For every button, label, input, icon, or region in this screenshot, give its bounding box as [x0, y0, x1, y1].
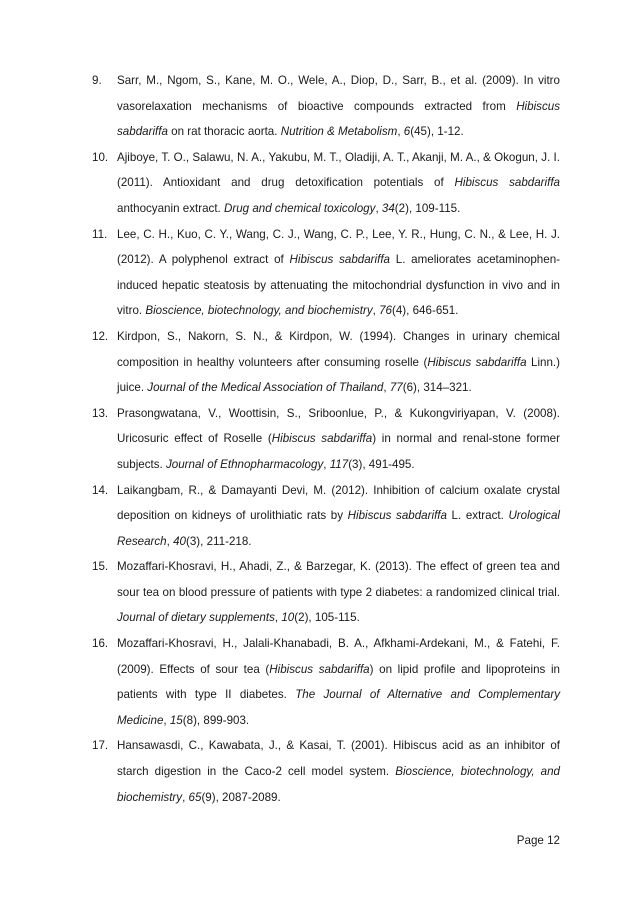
reference-segment: (3), 211-218.: [185, 534, 252, 548]
reference-number: 12.: [92, 329, 109, 343]
reference-italic-segment: Journal of dietary supplements: [117, 611, 275, 625]
reference-text: [117, 145, 560, 222]
reference-segment: (8), 899-903.: [182, 713, 250, 727]
reference-segment: on rat thoracic aorta.: [167, 125, 281, 139]
reference-item: [92, 631, 560, 733]
reference-italic-segment: Hibiscus sabdariffa: [454, 176, 560, 190]
reference-segment: Mozaffari-Khosravi, H., Jalali-Khanabadi, B. A., Afkhami-Ardekani, M., & Fatehi, F. (2009). Effects of sour tea (: [117, 637, 560, 676]
reference-italic-segment: Bioscience, biotechnology, and biochemistry: [145, 304, 373, 318]
reference-segment: Prasongwatana, V., Woottisin, S., Sriboonlue, P., & Kukongviriyapan, V. (2008). Uricosuric effect of Roselle (: [117, 406, 560, 446]
page-number: Page 12: [516, 834, 560, 847]
reference-segment: Sarr, M., Ngom, S., Kane, M. O., Wele, A., Diop, D., Sarr, B., et al. (2009). In vitro vasorelaxation mechanisms of bioactive compounds extracted from: [117, 74, 560, 113]
reference-number: 11.: [92, 227, 108, 241]
reference-text: [117, 478, 560, 555]
reference-item: [92, 733, 560, 810]
reference-italic-segment: 40: [173, 534, 186, 548]
reference-segment: anthocyanin extract.: [117, 201, 224, 215]
reference-number: 10.: [92, 150, 109, 164]
reference-italic-segment: 65: [188, 790, 202, 804]
reference-segment: ) in normal and renal-stone former subjects.: [117, 432, 560, 471]
reference-segment: (4), 646-651.: [392, 304, 459, 318]
reference-italic-segment: 10: [281, 611, 295, 625]
reference-segment: ) on lipid profile and lipoproteins in patients with type II diabetes.: [117, 662, 560, 702]
reference-italic-segment: Drug and chemical toxicology: [223, 201, 376, 215]
reference-item: [92, 401, 560, 478]
reference-segment: (6), 314–321.: [402, 381, 472, 395]
reference-italic-segment: Hibiscus sabdariffa: [271, 432, 373, 446]
reference-number: 9.: [92, 74, 102, 87]
reference-segment: Ajiboye, T. O., Salawu, N. A., Yakubu, M. T., Oladiji, A. T., Akanji, M. A., & Okogun, J. I. (2011). Antioxidant and drug detoxification potentials of: [117, 150, 560, 190]
reference-item: [92, 324, 560, 401]
reference-segment: ,: [274, 611, 282, 625]
reference-segment: Laikangbam, R., & Damayanti Devi, M. (2012). Inhibition of calcium oxalate crystal deposition on kidneys of urolithiatic rats by: [117, 483, 560, 523]
reference-text: [117, 401, 560, 478]
reference-segment: Mozaffari-Khosravi, H., Ahadi, Z., & Barzegar, K. (2013). The effect of green tea and sour tea on blood pressure of patients with type 2 diabetes: a randomized clinical trial.: [117, 560, 560, 599]
reference-segment: Lee, C. H., Kuo, C. Y., Wang, C. J., Wang, C. P., Lee, Y. R., Hung, C. N., & Lee, H. J. (2012). A polyphenol extract of: [117, 227, 560, 267]
reference-segment: ,: [182, 790, 189, 804]
reference-segment: ,: [163, 713, 170, 727]
reference-italic-segment: 15: [169, 713, 183, 727]
reference-number: 17.: [92, 739, 109, 753]
reference-segment: L. ameliorates acetaminophen-induced hepatic steatosis by attenuating the mitochondrial dysfunction in vivo and in vitro.: [117, 253, 561, 318]
reference-italic-segment: Hibiscus sabdariffa: [289, 253, 390, 267]
reference-italic-segment: 76: [379, 304, 392, 318]
reference-text: [117, 324, 560, 401]
reference-italic-segment: Hibiscus sabdariffa: [117, 99, 560, 139]
reference-item: [92, 478, 560, 555]
reference-italic-segment: 34: [381, 201, 395, 215]
reference-italic-segment: 77: [389, 381, 403, 395]
reference-item: [92, 145, 560, 222]
reference-segment: Kirdpon, S., Nakorn, S. N., & Kirdpon, W. (1994). Changes in urinary chemical composition in healthy volunteers after consuming roselle (: [117, 329, 560, 369]
reference-segment: (2), 105-115.: [294, 611, 360, 625]
reference-segment: ,: [323, 457, 330, 471]
reference-segment: ,: [166, 534, 174, 548]
reference-item: [92, 222, 560, 324]
reference-segment: (45), 1-12.: [410, 125, 464, 139]
reference-italic-segment: Urological Research: [117, 509, 560, 548]
reference-number: 13.: [92, 406, 109, 420]
reference-text: [117, 68, 560, 145]
reference-text: [117, 222, 560, 324]
reference-segment: (9), 2087-2089.: [201, 790, 281, 804]
reference-text: [117, 631, 560, 733]
reference-number: 16.: [92, 637, 109, 651]
reference-segment: ,: [383, 381, 390, 395]
reference-italic-segment: Journal of Ethnopharmacology: [165, 457, 324, 471]
reference-segment: ,: [397, 125, 404, 139]
reference-italic-segment: Nutrition & Metabolism: [280, 125, 398, 139]
reference-italic-segment: Journal of the Medical Association of Thailand: [147, 381, 384, 395]
reference-text: [117, 554, 560, 631]
reference-number: 15.: [92, 560, 109, 574]
reference-number: 14.: [92, 483, 109, 497]
reference-segment: Linn.) juice.: [117, 355, 561, 395]
reference-segment: Hansawasdi, C., Kawabata, J., & Kasai, T. (2001). Hibiscus acid as an inhibitor of starch digestion in the Caco-2 cell model system.: [117, 739, 560, 779]
reference-italic-segment: Bioscience, biotechnology, and biochemistry: [117, 765, 560, 804]
reference-item: [92, 554, 560, 631]
reference-segment: L. extract.: [446, 509, 509, 523]
reference-italic-segment: 117: [329, 457, 349, 471]
reference-italic-segment: 6: [403, 125, 411, 139]
reference-segment: ,: [372, 304, 380, 318]
reference-item: [92, 68, 560, 145]
reference-segment: (2), 109-115.: [394, 201, 461, 215]
reference-italic-segment: Hibiscus sabdariffa: [269, 662, 370, 676]
reference-italic-segment: Hibiscus sabdariffa: [427, 355, 527, 369]
reference-italic-segment: Hibiscus sabdariffa: [347, 509, 447, 523]
reference-list: [92, 68, 560, 810]
reference-segment: (3), 491-495.: [348, 457, 415, 471]
reference-italic-segment: The Journal of Alternative and Complementary Medicine: [117, 688, 560, 727]
reference-segment: ,: [375, 201, 382, 215]
reference-text: [117, 733, 560, 810]
